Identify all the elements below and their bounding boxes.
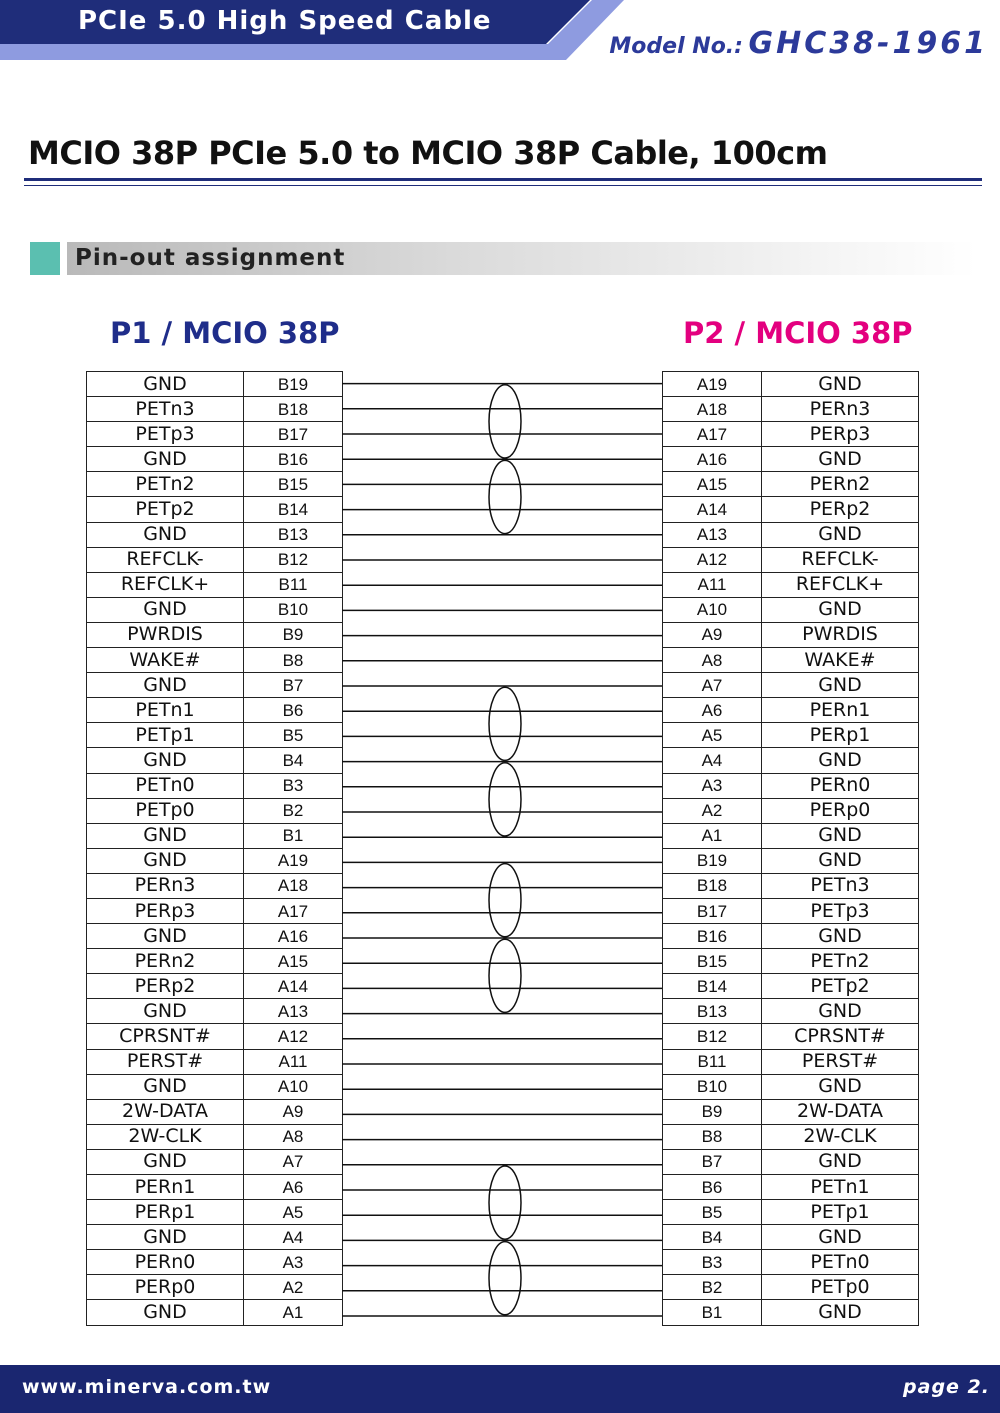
p1-signal-cell: PERST# bbox=[87, 1049, 244, 1074]
p1-pin-cell: A12 bbox=[244, 1024, 343, 1049]
p2-pin-cell: B19 bbox=[663, 848, 762, 873]
p1-pin-cell: B15 bbox=[244, 472, 343, 497]
p1-pin-cell: A19 bbox=[244, 848, 343, 873]
footer-url: www.minerva.com.tw bbox=[22, 1376, 272, 1398]
p2-signal-cell: PETn2 bbox=[762, 949, 919, 974]
p2-signal-cell: PERn2 bbox=[762, 472, 919, 497]
p1-pin-cell: A4 bbox=[244, 1225, 343, 1250]
p2-signal-cell: GND bbox=[762, 1074, 919, 1099]
p1-signal-cell: PETp2 bbox=[87, 497, 244, 522]
p2-pin-cell: B3 bbox=[663, 1250, 762, 1275]
p1-signal-cell: PWRDIS bbox=[87, 622, 244, 647]
p1-pin-cell: A3 bbox=[244, 1250, 343, 1275]
p1-pin-cell: A2 bbox=[244, 1275, 343, 1300]
twisted-pair-marker bbox=[489, 1166, 521, 1239]
p2-pin-cell: B10 bbox=[663, 1074, 762, 1099]
p1-pin-cell: A16 bbox=[244, 924, 343, 949]
p2-signal-cell: GND bbox=[762, 924, 919, 949]
p1-signal-cell: GND bbox=[87, 999, 244, 1024]
twisted-pair-marker bbox=[489, 864, 521, 937]
p1-pin-cell: B12 bbox=[244, 547, 343, 572]
p2-pin-cell: A6 bbox=[663, 698, 762, 723]
p2-pin-cell: B8 bbox=[663, 1124, 762, 1149]
p2-pin-cell: A3 bbox=[663, 773, 762, 798]
p2-signal-cell: PERn1 bbox=[762, 698, 919, 723]
p1-signal-cell: PETp1 bbox=[87, 723, 244, 748]
p2-pin-cell: B6 bbox=[663, 1175, 762, 1200]
twisted-pair-marker bbox=[489, 385, 521, 458]
p2-signal-cell: PETn0 bbox=[762, 1250, 919, 1275]
p1-pin-cell: B9 bbox=[244, 622, 343, 647]
p1-signal-cell: GND bbox=[87, 748, 244, 773]
p1-signal-cell: GND bbox=[87, 823, 244, 848]
p1-pin-cell: B6 bbox=[244, 698, 343, 723]
p2-pin-cell: A13 bbox=[663, 522, 762, 547]
p2-pin-cell: B15 bbox=[663, 949, 762, 974]
p1-pin-cell: B10 bbox=[244, 597, 343, 622]
header-title: PCIe 5.0 High Speed Cable bbox=[78, 6, 492, 36]
p2-pin-cell: A12 bbox=[663, 547, 762, 572]
p2-pin-cell: B17 bbox=[663, 898, 762, 923]
p2-signal-cell: GND bbox=[762, 823, 919, 848]
p1-pin-cell: B18 bbox=[244, 397, 343, 422]
p2-signal-cell: 2W-DATA bbox=[762, 1099, 919, 1124]
p2-pin-cell: B16 bbox=[663, 924, 762, 949]
p2-pin-cell: A5 bbox=[663, 723, 762, 748]
p1-pin-cell: B16 bbox=[244, 447, 343, 472]
p1-signal-cell: PERp2 bbox=[87, 974, 244, 999]
p1-signal-cell: PETn0 bbox=[87, 773, 244, 798]
p2-signal-cell: PETp2 bbox=[762, 974, 919, 999]
p2-pin-cell: B4 bbox=[663, 1225, 762, 1250]
p2-pin-cell: A7 bbox=[663, 673, 762, 698]
p2-signal-cell: PERn0 bbox=[762, 773, 919, 798]
p2-pin-cell: B18 bbox=[663, 873, 762, 898]
document-title: MCIO 38P PCIe 5.0 to MCIO 38P Cable, 100cm bbox=[28, 134, 828, 172]
p2-signal-cell: GND bbox=[762, 848, 919, 873]
p1-signal-cell: GND bbox=[87, 597, 244, 622]
p1-signal-cell: PERn2 bbox=[87, 949, 244, 974]
p2-pin-cell: A1 bbox=[663, 823, 762, 848]
p1-pin-cell: A9 bbox=[244, 1099, 343, 1124]
p2-signal-cell: GND bbox=[762, 447, 919, 472]
p1-signal-cell: GND bbox=[87, 1074, 244, 1099]
p1-signal-cell: PERp3 bbox=[87, 898, 244, 923]
p2-signal-cell: PETn3 bbox=[762, 873, 919, 898]
p1-signal-cell: PETn1 bbox=[87, 698, 244, 723]
p1-pin-cell: A14 bbox=[244, 974, 343, 999]
p2-signal-cell: GND bbox=[762, 522, 919, 547]
p2-signal-cell: 2W-CLK bbox=[762, 1124, 919, 1149]
p2-pin-cell: A14 bbox=[663, 497, 762, 522]
p1-signal-cell: PERn3 bbox=[87, 873, 244, 898]
p1-signal-cell: GND bbox=[87, 1149, 244, 1174]
p1-pin-cell: B7 bbox=[244, 673, 343, 698]
section-title: Pin-out assignment bbox=[75, 245, 346, 271]
p1-pin-cell: B11 bbox=[244, 572, 343, 597]
p1-pin-cell: A7 bbox=[244, 1149, 343, 1174]
page-number: page 2. bbox=[903, 1376, 990, 1398]
p1-signal-cell: GND bbox=[87, 1300, 244, 1325]
p1-signal-cell: 2W-DATA bbox=[87, 1099, 244, 1124]
p2-signal-cell: REFCLK- bbox=[762, 547, 919, 572]
p1-signal-cell: GND bbox=[87, 447, 244, 472]
p1-pin-cell: B17 bbox=[244, 422, 343, 447]
p1-signal-cell: PETn2 bbox=[87, 472, 244, 497]
connector-label-p2: P2 / MCIO 38P bbox=[683, 316, 913, 350]
p2-pin-cell: B14 bbox=[663, 974, 762, 999]
p1-pin-cell: A1 bbox=[244, 1300, 343, 1325]
p2-signal-cell: GND bbox=[762, 372, 919, 397]
p2-pin-cell: A2 bbox=[663, 798, 762, 823]
p2-signal-cell: PETp3 bbox=[762, 898, 919, 923]
p2-pin-cell: A17 bbox=[663, 422, 762, 447]
p1-pin-cell: A8 bbox=[244, 1124, 343, 1149]
p1-pin-cell: A18 bbox=[244, 873, 343, 898]
p2-pin-cell: A4 bbox=[663, 748, 762, 773]
p1-pin-cell: B14 bbox=[244, 497, 343, 522]
p2-signal-cell: PERp0 bbox=[762, 798, 919, 823]
p2-signal-cell: PERp1 bbox=[762, 723, 919, 748]
p2-pin-cell: B2 bbox=[663, 1275, 762, 1300]
p2-pin-cell: A15 bbox=[663, 472, 762, 497]
p1-pin-cell: A13 bbox=[244, 999, 343, 1024]
p1-signal-cell: PETp0 bbox=[87, 798, 244, 823]
p2-signal-cell: GND bbox=[762, 999, 919, 1024]
footer-bar bbox=[0, 1365, 1000, 1413]
p2-signal-cell: PWRDIS bbox=[762, 622, 919, 647]
p1-pin-cell: A6 bbox=[244, 1175, 343, 1200]
p2-pin-cell: B7 bbox=[663, 1149, 762, 1174]
p2-pin-cell: B1 bbox=[663, 1300, 762, 1325]
p1-pin-cell: B2 bbox=[244, 798, 343, 823]
p2-pin-cell: B5 bbox=[663, 1200, 762, 1225]
p1-pin-cell: A11 bbox=[244, 1049, 343, 1074]
p2-signal-cell: CPRSNT# bbox=[762, 1024, 919, 1049]
p2-signal-cell: GND bbox=[762, 673, 919, 698]
p1-pin-cell: B1 bbox=[244, 823, 343, 848]
twisted-pair-marker bbox=[489, 687, 521, 760]
p2-pin-cell: B12 bbox=[663, 1024, 762, 1049]
p2-pin-cell: B13 bbox=[663, 999, 762, 1024]
p1-signal-cell: PERp0 bbox=[87, 1275, 244, 1300]
p1-pin-cell: A15 bbox=[244, 949, 343, 974]
p1-pin-cell: A10 bbox=[244, 1074, 343, 1099]
p1-signal-cell: GND bbox=[87, 848, 244, 873]
p1-signal-cell: REFCLK+ bbox=[87, 572, 244, 597]
p1-signal-cell: PERn0 bbox=[87, 1250, 244, 1275]
p2-signal-cell: PERST# bbox=[762, 1049, 919, 1074]
twisted-pair-marker bbox=[489, 763, 521, 836]
p2-signal-cell: GND bbox=[762, 748, 919, 773]
p2-pin-cell: A10 bbox=[663, 597, 762, 622]
p1-signal-cell: REFCLK- bbox=[87, 547, 244, 572]
p1-pin-cell: B13 bbox=[244, 522, 343, 547]
p2-signal-cell: REFCLK+ bbox=[762, 572, 919, 597]
p2-signal-cell: PERp3 bbox=[762, 422, 919, 447]
twisted-pair-marker bbox=[489, 460, 521, 533]
connector-label-p1: P1 / MCIO 38P bbox=[110, 316, 340, 350]
p1-pin-cell: A17 bbox=[244, 898, 343, 923]
p1-signal-cell: WAKE# bbox=[87, 648, 244, 673]
p1-pin-cell: B8 bbox=[244, 648, 343, 673]
p1-signal-cell: GND bbox=[87, 924, 244, 949]
p1-pin-cell: B4 bbox=[244, 748, 343, 773]
p2-pin-cell: A19 bbox=[663, 372, 762, 397]
p2-pin-cell: A11 bbox=[663, 572, 762, 597]
p2-signal-cell: GND bbox=[762, 1300, 919, 1325]
p1-signal-cell: PETp3 bbox=[87, 422, 244, 447]
p2-signal-cell: GND bbox=[762, 1225, 919, 1250]
p1-signal-cell: CPRSNT# bbox=[87, 1024, 244, 1049]
p1-signal-cell: PERp1 bbox=[87, 1200, 244, 1225]
p1-signal-cell: GND bbox=[87, 522, 244, 547]
p2-signal-cell: PETp0 bbox=[762, 1275, 919, 1300]
p2-pin-cell: B9 bbox=[663, 1099, 762, 1124]
p1-pin-cell: B5 bbox=[244, 723, 343, 748]
p1-signal-cell: GND bbox=[87, 372, 244, 397]
p2-signal-cell: PETp1 bbox=[762, 1200, 919, 1225]
p1-pin-cell: B3 bbox=[244, 773, 343, 798]
p2-signal-cell: PERp2 bbox=[762, 497, 919, 522]
twisted-pair-marker bbox=[489, 939, 521, 1012]
p2-pin-cell: A18 bbox=[663, 397, 762, 422]
p2-signal-cell: GND bbox=[762, 1149, 919, 1174]
p2-pin-cell: A16 bbox=[663, 447, 762, 472]
p1-pin-cell: A5 bbox=[244, 1200, 343, 1225]
p2-signal-cell: WAKE# bbox=[762, 648, 919, 673]
p2-pin-cell: B11 bbox=[663, 1049, 762, 1074]
model-label: Model No.: bbox=[609, 34, 743, 59]
p1-signal-cell: GND bbox=[87, 673, 244, 698]
p2-pin-cell: A8 bbox=[663, 648, 762, 673]
p1-signal-cell: PERn1 bbox=[87, 1175, 244, 1200]
model-number: GHC38-1961 bbox=[748, 26, 988, 61]
p2-signal-cell: PERn3 bbox=[762, 397, 919, 422]
p2-signal-cell: GND bbox=[762, 597, 919, 622]
twisted-pair-marker bbox=[489, 1242, 521, 1315]
p1-pin-cell: B19 bbox=[244, 372, 343, 397]
p2-signal-cell: PETn1 bbox=[762, 1175, 919, 1200]
p1-signal-cell: 2W-CLK bbox=[87, 1124, 244, 1149]
p1-signal-cell: PETn3 bbox=[87, 397, 244, 422]
p1-signal-cell: GND bbox=[87, 1225, 244, 1250]
p2-pin-cell: A9 bbox=[663, 622, 762, 647]
